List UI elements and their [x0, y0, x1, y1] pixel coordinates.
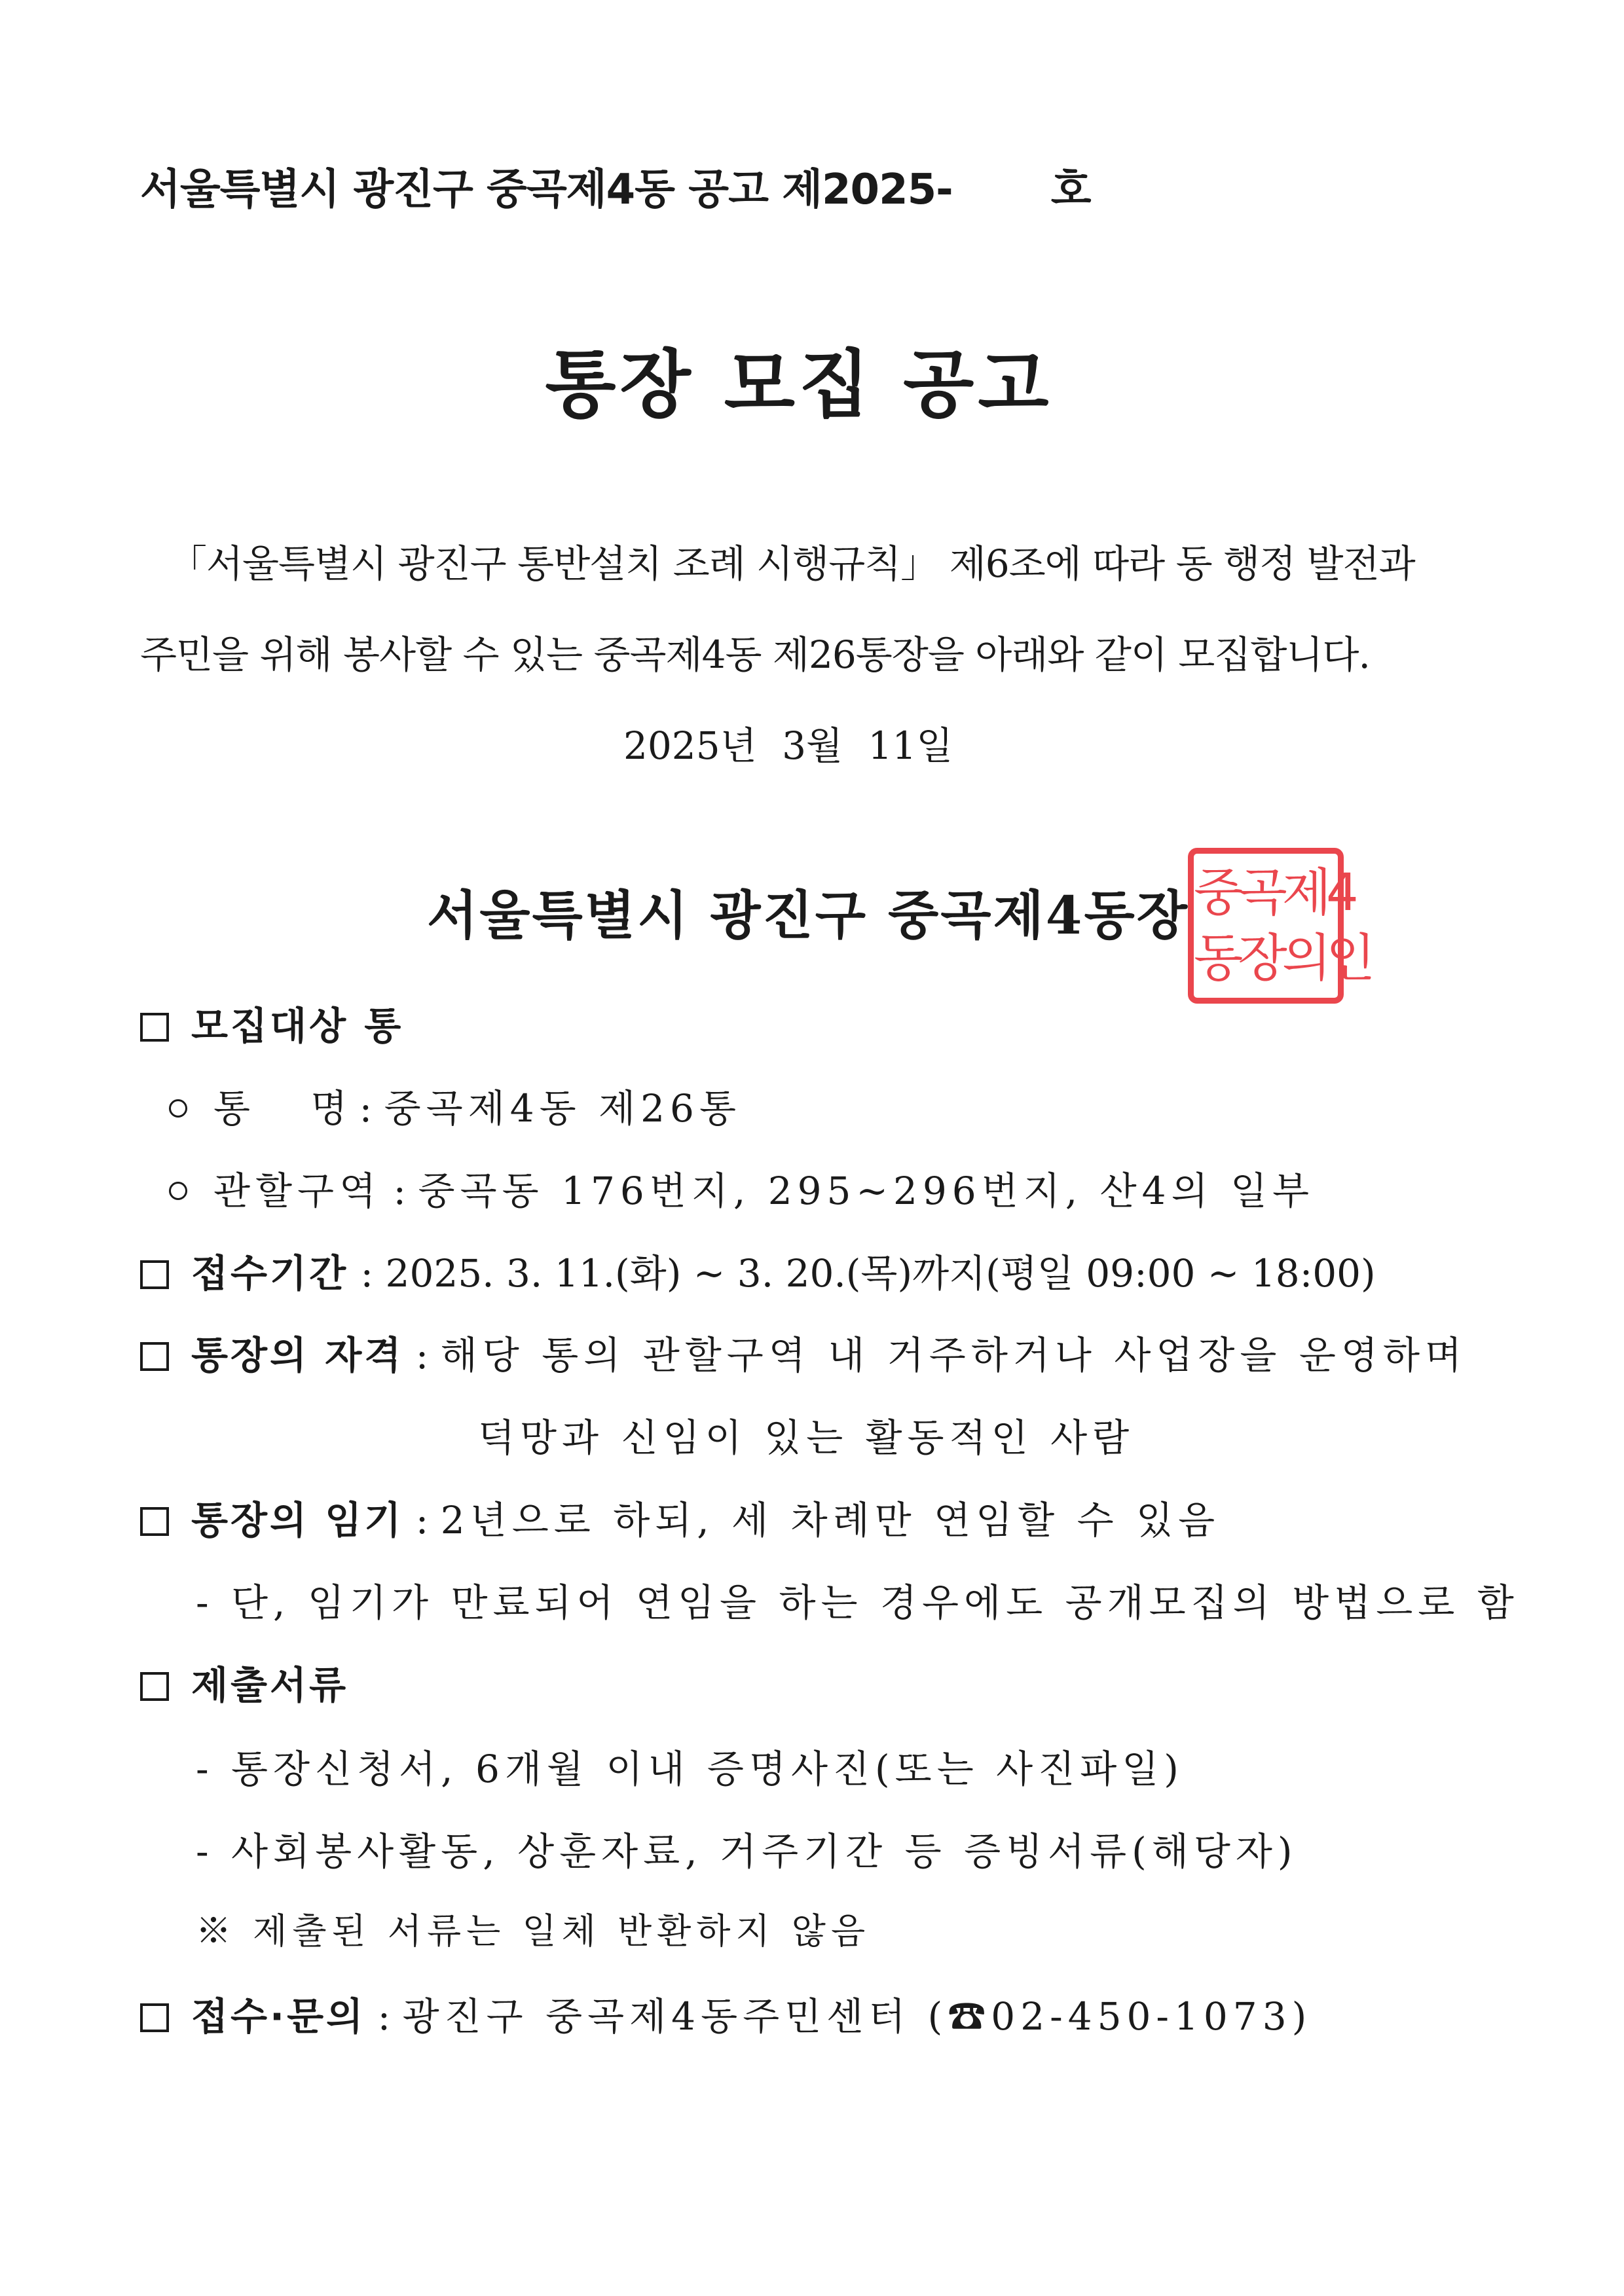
section-value: 광진구 중곡제4동주민센터 (☎02-450-1073)	[402, 1994, 1312, 2039]
notice-date: 2025년 3월 11일	[623, 723, 953, 768]
checkbox-icon	[140, 1507, 169, 1536]
section-documents	[140, 1654, 348, 1709]
separator: :	[347, 1086, 384, 1131]
target-area-row	[169, 1160, 1314, 1215]
notice-number-text: 서울특별시 광진구 중곡제4동 공고 제2025-	[140, 166, 953, 214]
separator: :	[403, 1498, 441, 1542]
section-qualification	[140, 1324, 1467, 1379]
circle-bullet-icon	[169, 1099, 187, 1118]
document-item: - 통장신청서, 6개월 이내 증명사진(또는 사진파일)	[196, 1747, 1184, 1791]
section-target	[140, 995, 403, 1050]
section-value: 2025. 3. 11.(화) ~ 3. 20.(목)까지(평일 09:00 ~ 18:00)	[385, 1251, 1376, 1296]
seal-text-1: 중곡제4	[1194, 864, 1354, 922]
section-contact	[140, 1986, 1312, 2041]
item-key: 관할구역	[213, 1169, 382, 1213]
checkbox-icon	[140, 1672, 169, 1701]
official-seal	[1188, 848, 1371, 1004]
section-value: 2년으로 하되, 세 차례만 연임할 수 있음	[440, 1498, 1221, 1542]
checkbox-icon	[140, 2003, 169, 2032]
item-value: 중곡동 176번지, 295~296번지, 산4의 일부	[418, 1169, 1315, 1213]
checkbox-icon	[140, 1260, 169, 1289]
notice-suffix: 호	[1050, 166, 1091, 214]
intro-line-1: 「서울특별시 광진구 통반설치 조례 시행규칙」 제6조에 따라 동 행정 발전과	[169, 541, 1415, 586]
circle-bullet-icon	[169, 1182, 187, 1200]
section-label: 접수·문의	[191, 1994, 366, 2039]
section-label: 통장의 자격	[191, 1333, 404, 1377]
section-value: 해당 통의 관할구역 내 거주하거나 사업장을 운영하며	[440, 1333, 1467, 1377]
item-key: 통 명	[213, 1086, 348, 1131]
section-label: 접수기간	[191, 1251, 349, 1296]
document-item: - 사회봉사활동, 상훈자료, 거주기간 등 증빙서류(해당자)	[196, 1829, 1298, 1874]
documents-note: ※ 제출된 서류는 일체 반환하지 않음	[196, 1910, 871, 1952]
checkbox-icon	[140, 1342, 169, 1371]
qualification-continued: 덕망과 신임이 있는 활동적인 사람	[478, 1415, 1135, 1460]
checkbox-icon	[140, 1013, 169, 1042]
separator: :	[365, 1994, 403, 2039]
notice-number	[140, 156, 1091, 216]
section-term	[140, 1489, 1220, 1544]
section-period	[140, 1243, 1376, 1298]
section-label: 제출서류	[191, 1663, 349, 1707]
target-name-row	[169, 1078, 741, 1133]
seal-text-2: 동장의인	[1194, 929, 1371, 988]
section-label: 모집대상 통	[191, 1004, 404, 1048]
intro-line-2: 주민을 위해 봉사할 수 있는 중곡제4동 제26통장을 아래와 같이 모집합니다.	[140, 632, 1370, 677]
separator: :	[348, 1251, 386, 1296]
signature: 서울특별시 광진구 중곡제4동장	[427, 884, 1190, 946]
term-note: - 단, 임기가 만료되어 연임을 하는 경우에도 공개모집의 방법으로 함	[196, 1580, 1519, 1625]
section-label: 통장의 임기	[191, 1498, 404, 1542]
item-value: 중곡제4동 제26통	[384, 1086, 741, 1131]
separator: :	[381, 1169, 418, 1213]
document-title: 통장 모집 공고	[545, 342, 1053, 428]
separator: :	[403, 1333, 441, 1377]
